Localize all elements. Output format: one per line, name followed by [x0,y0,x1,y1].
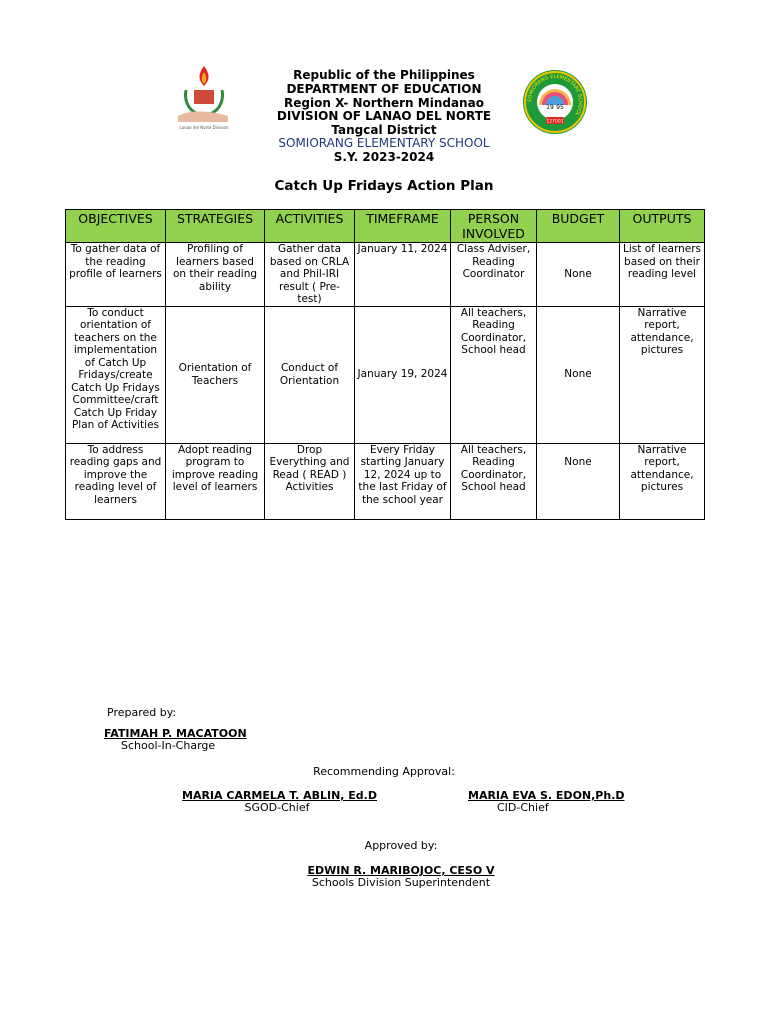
cell-objective: To conduct orientation of teachers on the implementation of Catch Up Fridays/create Catch Up Fridays Committee/craft Catch Up Friday Plan of Activities [66,306,166,443]
cell-person: All teachers, Reading Coordinator, School head [451,443,537,519]
header-region: Region X- Northern Mindanao [284,96,484,110]
header-activities: ACTIVITIES [265,210,355,243]
header-district: Tangcal District [331,123,437,137]
table-row [66,306,705,443]
prepared-by-name: FATIMAH P. MACATOON [104,727,247,740]
recommender-1-title: SGOD-Chief [244,801,310,814]
cell-strategy: Profiling of learners based on their reading ability [166,243,265,307]
header-division: DIVISION OF LANAO DEL NORTE [276,109,492,123]
header-person-involved: PERSON INVOLVED [451,210,537,243]
cell-budget: None [537,306,620,443]
approver-title: Schools Division Superintendent [311,876,491,889]
cell-timeframe: Every Friday starting January 12, 2024 up to the last Friday of the school year [355,443,451,519]
school-seal-id: 127001 [546,119,564,125]
prepared-by-title: School-In-Charge [121,739,216,752]
prepared-by-label: Prepared by: [107,706,177,719]
header-school-name: SOMIORANG ELEMENTARY SCHOOL [278,136,490,150]
school-seal-ring-text: SOMIORANG ELEMENTARY SCHOOL [526,73,584,117]
cell-timeframe: January 11, 2024 [355,243,451,307]
school-seal-year-b: 95 [556,104,564,111]
header-republic: Republic of the Philippines [293,68,475,82]
recommender-2-title: CID-Chief [497,801,549,814]
recommending-approval-label: Recommending Approval: [313,765,455,778]
cell-activity: Drop Everything and Read ( READ ) Activities [265,443,355,519]
header-deped: DEPARTMENT OF EDUCATION [286,82,482,96]
table-row [66,443,705,519]
school-seal-year-a: 19 [546,104,554,111]
cell-timeframe: January 19, 2024 [355,306,451,443]
cell-person: All teachers, Reading Coordinator, School head [451,306,537,443]
recommender-2-name: MARIA EVA S. EDON,Ph.D [468,789,625,802]
header-timeframe: TIMEFRAME [355,210,451,243]
cell-activity: Gather data based on CRLA and Phil-IRI result ( Pre-test) [265,243,355,307]
division-logo-caption: Lanao del Norte Division [179,125,229,130]
cell-strategy: Adopt reading program to improve reading level of learners [166,443,265,519]
document-title: Catch Up Fridays Action Plan [274,178,494,194]
cell-output: Narrative report, attendance, pictures [620,306,705,443]
recommender-1-name: MARIA CARMELA T. ABLIN, Ed.D [182,789,377,802]
cell-objective: To address reading gaps and improve the reading level of learners [66,443,166,519]
header-strategies: STRATEGIES [166,210,265,243]
header-budget: BUDGET [537,210,620,243]
cell-output: Narrative report, attendance, pictures [620,443,705,519]
cell-person: Class Adviser, Reading Coordinator [451,243,537,307]
approver-name: EDWIN R. MARIBOJOC, CESO V [307,864,495,877]
action-plan-table [65,209,705,520]
approved-by-label: Approved by: [364,839,438,852]
cell-output: List of learners based on their reading level [620,243,705,307]
cell-activity: Conduct of Orientation [265,306,355,443]
cell-budget: None [537,443,620,519]
header-school-year: S.Y. 2023-2024 [333,150,435,164]
header-objectives: OBJECTIVES [66,210,166,243]
table-header-row [66,210,705,243]
cell-strategy: Orientation of Teachers [166,306,265,443]
cell-budget: None [537,243,620,307]
header-outputs: OUTPUTS [620,210,705,243]
table-row [66,243,705,307]
cell-objective: To gather data of the reading profile of learners [66,243,166,307]
